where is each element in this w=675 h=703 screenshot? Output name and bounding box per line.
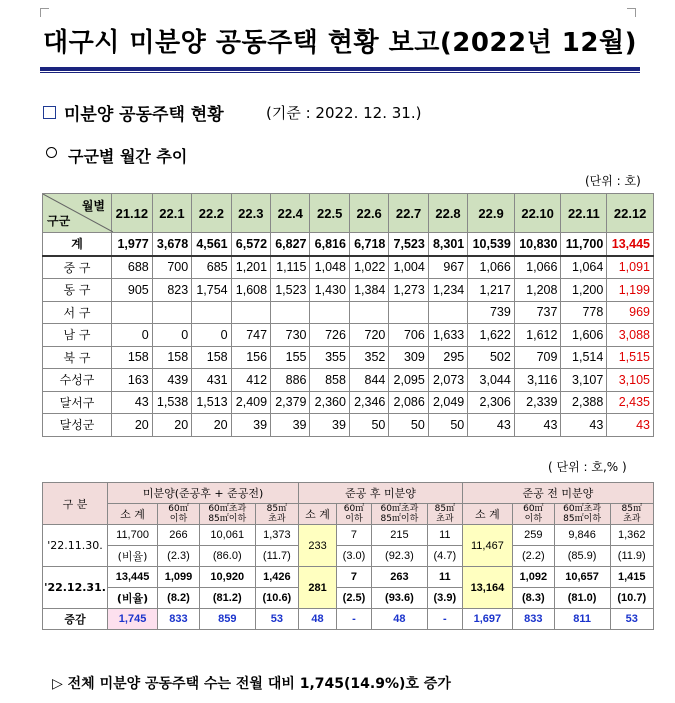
increase-cell: 833 [158, 609, 200, 630]
value-cell: 905 [112, 279, 153, 302]
value-cell: 700 [152, 256, 191, 279]
page-corner-mark [627, 8, 636, 17]
increase-cell: - [336, 609, 371, 630]
value-cell: 4,561 [192, 233, 231, 256]
value-cell: 1,217 [468, 279, 515, 302]
value-cell: 43 [514, 414, 561, 437]
subhead-line2: 이하 [345, 514, 363, 524]
value-cell: 1,022 [349, 256, 388, 279]
value-cell: 50 [349, 414, 388, 437]
subhead-cell [427, 504, 462, 525]
value-cell: 1,199 [607, 279, 654, 302]
value-cell: 1,384 [349, 279, 388, 302]
value-cell: 778 [561, 301, 607, 324]
table-row [43, 546, 654, 567]
subhead-cell [372, 504, 428, 525]
subhead-line1: 85㎡ [621, 504, 642, 514]
value-cell: 2,086 [389, 391, 428, 414]
value-cell: 9,846 [554, 525, 610, 546]
value-cell: 39 [271, 414, 310, 437]
value-cell: 13,445 [108, 567, 158, 588]
summary-text: ▷ 전체 미분양 공동주택 수는 전월 대비 1,745(14.9%)호 증가 [52, 676, 451, 692]
value-cell: 1,091 [607, 256, 654, 279]
ratio-cell: (8.2) [158, 588, 200, 609]
value-cell: 1,612 [514, 324, 561, 347]
value-cell [112, 301, 153, 324]
increase-cell: - [427, 609, 462, 630]
value-cell: 309 [389, 346, 428, 369]
value-cell: 2,049 [428, 391, 467, 414]
value-cell: 2,388 [561, 391, 607, 414]
value-cell: 1,004 [389, 256, 428, 279]
month-header: 22.12 [607, 194, 654, 233]
value-cell: 969 [607, 301, 654, 324]
subhead-line2: 초과 [623, 514, 641, 524]
value-cell: 1,633 [428, 324, 467, 347]
value-cell: 502 [468, 346, 515, 369]
value-cell: 281 [299, 567, 337, 609]
value-cell: 1,608 [231, 279, 270, 302]
value-cell: 2,073 [428, 369, 467, 392]
value-cell: 3,105 [607, 369, 654, 392]
value-cell: 1,415 [610, 567, 653, 588]
ratio-cell: (93.6) [372, 588, 428, 609]
table-row [43, 324, 654, 347]
value-cell: 2,360 [310, 391, 349, 414]
table1-unit: (단위 : 호) [585, 174, 641, 188]
value-cell: 7,523 [389, 233, 428, 256]
table-row [43, 414, 654, 437]
increase-cell: 833 [512, 609, 554, 630]
value-cell: 967 [428, 256, 467, 279]
increase-cell: 53 [255, 609, 298, 630]
table-row [43, 301, 654, 324]
value-cell: 163 [112, 369, 153, 392]
value-cell: 13,164 [462, 567, 512, 609]
table1-corner-cell [43, 194, 112, 233]
district-label: 남 구 [43, 324, 112, 347]
value-cell: 11,700 [561, 233, 607, 256]
value-cell: 6,572 [231, 233, 270, 256]
subhead-line2: 초과 [268, 514, 286, 524]
ratio-cell: (8.3) [512, 588, 554, 609]
subhead-line2: 이하 [169, 514, 188, 524]
monthly-trend-table [42, 193, 654, 437]
value-cell: 233 [299, 525, 337, 567]
subhead-line1: 60㎡초과 [208, 504, 247, 514]
value-cell [231, 301, 270, 324]
section-title: 미분양 공동주택 현황 [64, 105, 224, 125]
subhead-cell [554, 504, 610, 525]
table-row [43, 391, 654, 414]
table-row [43, 588, 654, 609]
value-cell: 747 [231, 324, 270, 347]
subhead-cell [512, 504, 554, 525]
district-label: 달서구 [43, 391, 112, 414]
value-cell: 1,234 [428, 279, 467, 302]
table-row [43, 567, 654, 588]
value-cell: 1,273 [389, 279, 428, 302]
value-cell [349, 301, 388, 324]
value-cell: 10,657 [554, 567, 610, 588]
value-cell: 1,373 [255, 525, 298, 546]
district-label: 동 구 [43, 279, 112, 302]
value-cell: 3,088 [607, 324, 654, 347]
subhead-line1: 60㎡초과 [380, 504, 419, 514]
value-cell: 158 [152, 346, 191, 369]
value-cell: 43 [112, 391, 153, 414]
subhead-cell [610, 504, 653, 525]
ratio-label: (비율) [108, 588, 158, 609]
value-cell: 3,107 [561, 369, 607, 392]
ratio-cell: (92.3) [372, 546, 428, 567]
table2-gubun-header: 구 분 [43, 483, 108, 525]
month-header: 22.10 [514, 194, 561, 233]
increase-cell: 1,697 [462, 609, 512, 630]
ratio-cell: (10.6) [255, 588, 298, 609]
subhead-line1: 60㎡초과 [563, 504, 602, 514]
value-cell: 13,445 [607, 233, 654, 256]
increase-cell: 53 [610, 609, 653, 630]
value-cell: 156 [231, 346, 270, 369]
value-cell: 688 [112, 256, 153, 279]
value-cell: 1,201 [231, 256, 270, 279]
value-cell: 10,539 [468, 233, 515, 256]
table-row [43, 279, 654, 302]
value-cell: 3,678 [152, 233, 191, 256]
page-corner-mark [40, 8, 49, 17]
value-cell: 6,827 [271, 233, 310, 256]
period-label: '22.12.31. [43, 567, 108, 609]
value-cell [428, 301, 467, 324]
value-cell: 1,099 [158, 567, 200, 588]
value-cell: 3,044 [468, 369, 515, 392]
value-cell: 1,622 [468, 324, 515, 347]
increase-cell: 1,745 [108, 609, 158, 630]
value-cell: 7 [336, 525, 371, 546]
group-header-precompletion: 준공 전 미분양 [462, 483, 653, 504]
district-label: 북 구 [43, 346, 112, 369]
district-label: 달성군 [43, 414, 112, 437]
value-cell: 858 [310, 369, 349, 392]
value-cell: 2,095 [389, 369, 428, 392]
value-cell: 1,430 [310, 279, 349, 302]
value-cell: 8,301 [428, 233, 467, 256]
subhead-line2: 이하 [524, 514, 543, 524]
ratio-cell: (11.7) [255, 546, 298, 567]
value-cell: 431 [192, 369, 231, 392]
value-cell [192, 301, 231, 324]
value-cell: 11,467 [462, 525, 512, 567]
value-cell: 737 [514, 301, 561, 324]
month-header: 22.1 [152, 194, 191, 233]
month-header: 22.5 [310, 194, 349, 233]
square-outline-icon [43, 106, 56, 119]
month-header: 22.6 [349, 194, 388, 233]
group-header-total: 미분양(준공후 + 준공전) [108, 483, 299, 504]
subhead-line2: 85㎡이하 [563, 514, 602, 524]
increase-label: 증감 [43, 609, 108, 630]
value-cell: 1,523 [271, 279, 310, 302]
value-cell: 352 [349, 346, 388, 369]
unsold-breakdown-table [42, 482, 654, 630]
value-cell: 2,435 [607, 391, 654, 414]
value-cell: 39 [231, 414, 270, 437]
subhead-cell [462, 504, 512, 525]
value-cell [271, 301, 310, 324]
ratio-cell: (86.0) [199, 546, 255, 567]
table-row [43, 369, 654, 392]
district-label: 계 [43, 233, 112, 256]
value-cell: 6,718 [349, 233, 388, 256]
increase-cell: 48 [299, 609, 337, 630]
value-cell: 2,306 [468, 391, 515, 414]
group-header-completed: 준공 후 미분양 [299, 483, 463, 504]
district-label: 서 구 [43, 301, 112, 324]
value-cell: 1,977 [112, 233, 153, 256]
value-cell: 11,700 [108, 525, 158, 546]
month-header: 22.2 [192, 194, 231, 233]
value-cell: 709 [514, 346, 561, 369]
value-cell: 1,064 [561, 256, 607, 279]
increase-cell: 48 [372, 609, 428, 630]
increase-cell: 811 [554, 609, 610, 630]
subhead-line1: 60㎡ [523, 504, 544, 514]
value-cell: 215 [372, 525, 428, 546]
value-cell: 1,066 [514, 256, 561, 279]
value-cell: 720 [349, 324, 388, 347]
subhead-line1: 85㎡ [266, 504, 288, 514]
ratio-cell: (2.2) [512, 546, 554, 567]
value-cell: 43 [607, 414, 654, 437]
value-cell: 295 [428, 346, 467, 369]
month-header: 21.12 [112, 194, 153, 233]
ratio-cell: (3.9) [427, 588, 462, 609]
value-cell: 1,513 [192, 391, 231, 414]
value-cell: 1,538 [152, 391, 191, 414]
subhead-line2: 85㎡이하 [208, 514, 247, 524]
value-cell: 0 [112, 324, 153, 347]
value-cell: 6,816 [310, 233, 349, 256]
value-cell: 3,116 [514, 369, 561, 392]
value-cell: 355 [310, 346, 349, 369]
value-cell: 1,754 [192, 279, 231, 302]
increase-cell: 859 [199, 609, 255, 630]
value-cell: 20 [152, 414, 191, 437]
subhead-line2: 85㎡이하 [380, 514, 419, 524]
period-label: '22.11.30. [43, 525, 108, 567]
table-row [43, 346, 654, 369]
value-cell: 1,426 [255, 567, 298, 588]
ratio-cell: (3.0) [336, 546, 371, 567]
value-cell: 263 [372, 567, 428, 588]
district-label: 수성구 [43, 369, 112, 392]
value-cell: 1,514 [561, 346, 607, 369]
page-title: 대구시 미분양 공동주택 현황 보고(2022년 12월) [43, 28, 637, 58]
value-cell: 1,092 [512, 567, 554, 588]
month-header: 22.4 [271, 194, 310, 233]
value-cell: 730 [271, 324, 310, 347]
value-cell [310, 301, 349, 324]
month-header: 22.3 [231, 194, 270, 233]
table2-unit: ( 단위 : 호,% ) [548, 460, 627, 474]
value-cell: 11 [427, 567, 462, 588]
value-cell: 11 [427, 525, 462, 546]
value-cell: 739 [468, 301, 515, 324]
district-label: 중 구 [43, 256, 112, 279]
value-cell: 2,379 [271, 391, 310, 414]
subhead-cell [158, 504, 200, 525]
corner-month-label: 월별 [81, 199, 105, 213]
value-cell: 1,200 [561, 279, 607, 302]
table-row [43, 525, 654, 546]
value-cell: 10,061 [199, 525, 255, 546]
subhead-line1: 소 계 [120, 508, 145, 521]
value-cell: 158 [112, 346, 153, 369]
subhead-line1: 60㎡ [343, 504, 365, 514]
value-cell: 2,409 [231, 391, 270, 414]
value-cell: 10,920 [199, 567, 255, 588]
value-cell: 266 [158, 525, 200, 546]
value-cell: 1,066 [468, 256, 515, 279]
value-cell: 844 [349, 369, 388, 392]
ratio-cell: (81.0) [554, 588, 610, 609]
corner-district-label: 구군 [47, 214, 71, 228]
value-cell: 823 [152, 279, 191, 302]
month-header: 22.7 [389, 194, 428, 233]
ratio-cell: (4.7) [427, 546, 462, 567]
value-cell: 886 [271, 369, 310, 392]
subhead-cell [108, 504, 158, 525]
circle-outline-icon [46, 147, 57, 158]
value-cell: 726 [310, 324, 349, 347]
value-cell [389, 301, 428, 324]
subhead-line1: 60㎡ [168, 504, 189, 514]
title-underline-thin [40, 72, 640, 73]
subhead-line1: 85㎡ [434, 504, 456, 514]
subhead-cell [299, 504, 337, 525]
subhead-cell [255, 504, 298, 525]
value-cell: 1,115 [271, 256, 310, 279]
value-cell: 259 [512, 525, 554, 546]
month-header: 22.8 [428, 194, 467, 233]
value-cell: 43 [561, 414, 607, 437]
subhead-cell [199, 504, 255, 525]
value-cell: 1,048 [310, 256, 349, 279]
table1-header-row [43, 194, 654, 233]
month-header: 22.11 [561, 194, 607, 233]
table-row [43, 233, 654, 256]
value-cell: 1,362 [610, 525, 653, 546]
subhead-line2: 초과 [436, 514, 454, 524]
increase-row [43, 609, 654, 630]
value-cell: 158 [192, 346, 231, 369]
value-cell: 2,339 [514, 391, 561, 414]
ratio-cell: (11.9) [610, 546, 653, 567]
ratio-cell: (10.7) [610, 588, 653, 609]
value-cell [152, 301, 191, 324]
value-cell: 155 [271, 346, 310, 369]
value-cell: 39 [310, 414, 349, 437]
month-header: 22.9 [468, 194, 515, 233]
subhead-line1: 소 계 [475, 508, 500, 521]
ratio-cell: (2.5) [336, 588, 371, 609]
subsection-title: 구군별 월간 추이 [68, 147, 188, 166]
table-row [43, 256, 654, 279]
ratio-cell: (81.2) [199, 588, 255, 609]
ratio-cell: (85.9) [554, 546, 610, 567]
value-cell: 10,830 [514, 233, 561, 256]
value-cell: 43 [468, 414, 515, 437]
subhead-cell [336, 504, 371, 525]
value-cell: 2,346 [349, 391, 388, 414]
section-date-note: (기준 : 2022. 12. 31.) [266, 104, 422, 122]
ratio-cell: (2.3) [158, 546, 200, 567]
value-cell: 439 [152, 369, 191, 392]
value-cell: 1,208 [514, 279, 561, 302]
value-cell: 50 [389, 414, 428, 437]
value-cell: 1,515 [607, 346, 654, 369]
ratio-label: (비율) [108, 546, 158, 567]
value-cell: 20 [192, 414, 231, 437]
value-cell: 7 [336, 567, 371, 588]
value-cell: 706 [389, 324, 428, 347]
value-cell: 0 [152, 324, 191, 347]
value-cell: 0 [192, 324, 231, 347]
value-cell: 412 [231, 369, 270, 392]
value-cell: 20 [112, 414, 153, 437]
value-cell: 1,606 [561, 324, 607, 347]
value-cell: 50 [428, 414, 467, 437]
title-underline [40, 67, 640, 71]
value-cell: 685 [192, 256, 231, 279]
subhead-line1: 소 계 [305, 508, 330, 521]
